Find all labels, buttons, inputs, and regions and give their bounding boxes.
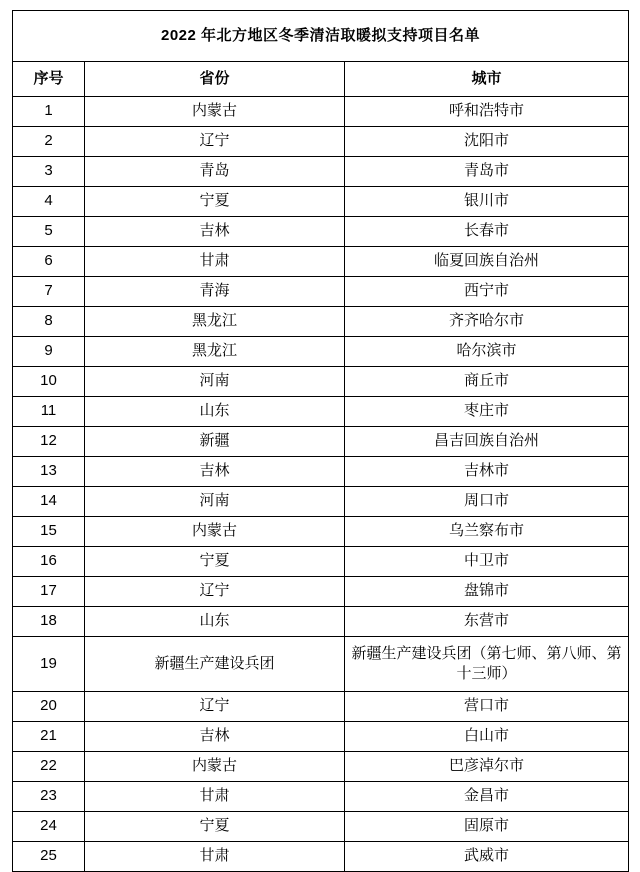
- cell-province: 辽宁: [85, 692, 345, 722]
- cell-no: 10: [13, 367, 85, 397]
- cell-city: 新疆生产建设兵团（第七师、第八师、第十三师）: [345, 637, 629, 692]
- cell-no: 3: [13, 157, 85, 187]
- document-title: 2022 年北方地区冬季清洁取暖拟支持项目名单: [13, 11, 629, 62]
- column-header-no: 序号: [13, 62, 85, 97]
- cell-province: 山东: [85, 607, 345, 637]
- cell-no: 12: [13, 427, 85, 457]
- table-row: [13, 217, 629, 247]
- cell-city: 沈阳市: [345, 127, 629, 157]
- table-row: [13, 157, 629, 187]
- cell-no: 1: [13, 97, 85, 127]
- table-row: [13, 427, 629, 457]
- cell-province: 青海: [85, 277, 345, 307]
- table-row: [13, 307, 629, 337]
- cell-province: 甘肃: [85, 247, 345, 277]
- cell-no: 11: [13, 397, 85, 427]
- cell-city: 白山市: [345, 722, 629, 752]
- cell-province: 黑龙江: [85, 307, 345, 337]
- cell-province: 甘肃: [85, 782, 345, 812]
- cell-province: 河南: [85, 487, 345, 517]
- table-row: [13, 607, 629, 637]
- column-header-city: 城市: [345, 62, 629, 97]
- cell-city: 长春市: [345, 217, 629, 247]
- header-row: [13, 62, 629, 97]
- cell-no: 17: [13, 577, 85, 607]
- table-row: [13, 637, 629, 692]
- cell-province: 辽宁: [85, 577, 345, 607]
- cell-city: 盘锦市: [345, 577, 629, 607]
- cell-no: 16: [13, 547, 85, 577]
- cell-no: 4: [13, 187, 85, 217]
- cell-no: 25: [13, 842, 85, 872]
- cell-no: 2: [13, 127, 85, 157]
- cell-city: 齐齐哈尔市: [345, 307, 629, 337]
- cell-city: 乌兰察布市: [345, 517, 629, 547]
- cell-city: 商丘市: [345, 367, 629, 397]
- cell-city: 巴彦淖尔市: [345, 752, 629, 782]
- cell-no: 14: [13, 487, 85, 517]
- cell-city: 青岛市: [345, 157, 629, 187]
- cell-city: 枣庄市: [345, 397, 629, 427]
- cell-no: 21: [13, 722, 85, 752]
- cell-city: 银川市: [345, 187, 629, 217]
- cell-no: 13: [13, 457, 85, 487]
- table-row: [13, 127, 629, 157]
- cell-province: 甘肃: [85, 842, 345, 872]
- cell-province: 辽宁: [85, 127, 345, 157]
- cell-province: 山东: [85, 397, 345, 427]
- cell-no: 9: [13, 337, 85, 367]
- cell-no: 15: [13, 517, 85, 547]
- cell-province: 黑龙江: [85, 337, 345, 367]
- cell-no: 18: [13, 607, 85, 637]
- table-row: [13, 842, 629, 872]
- table-row: [13, 457, 629, 487]
- table-row: [13, 752, 629, 782]
- cell-city: 武威市: [345, 842, 629, 872]
- table-row: [13, 782, 629, 812]
- cell-province: 宁夏: [85, 812, 345, 842]
- cell-city: 营口市: [345, 692, 629, 722]
- cell-province: 宁夏: [85, 547, 345, 577]
- cell-no: 7: [13, 277, 85, 307]
- table-row: [13, 187, 629, 217]
- cell-city: 西宁市: [345, 277, 629, 307]
- cell-no: 22: [13, 752, 85, 782]
- cell-city: 临夏回族自治州: [345, 247, 629, 277]
- cell-city: 吉林市: [345, 457, 629, 487]
- cell-province: 内蒙古: [85, 517, 345, 547]
- cell-province: 青岛: [85, 157, 345, 187]
- table-row: [13, 547, 629, 577]
- table-body: [13, 11, 629, 872]
- cell-province: 河南: [85, 367, 345, 397]
- cell-province: 吉林: [85, 217, 345, 247]
- table-row: [13, 487, 629, 517]
- cell-province: 宁夏: [85, 187, 345, 217]
- table-row: [13, 367, 629, 397]
- table-row: [13, 397, 629, 427]
- cell-city: 呼和浩特市: [345, 97, 629, 127]
- table-row: [13, 812, 629, 842]
- cell-province: 吉林: [85, 722, 345, 752]
- cell-city: 中卫市: [345, 547, 629, 577]
- cell-province: 新疆: [85, 427, 345, 457]
- cell-no: 23: [13, 782, 85, 812]
- table-row: [13, 722, 629, 752]
- cell-city: 哈尔滨市: [345, 337, 629, 367]
- cell-province: 内蒙古: [85, 97, 345, 127]
- cell-city: 固原市: [345, 812, 629, 842]
- table-row: [13, 97, 629, 127]
- cell-city: 昌吉回族自治州: [345, 427, 629, 457]
- table-row: [13, 517, 629, 547]
- cell-no: 8: [13, 307, 85, 337]
- cell-province: 吉林: [85, 457, 345, 487]
- cell-city: 周口市: [345, 487, 629, 517]
- cell-no: 20: [13, 692, 85, 722]
- cell-province: 新疆生产建设兵团: [85, 637, 345, 692]
- project-list-table: [12, 10, 629, 872]
- table-row: [13, 577, 629, 607]
- table-row: [13, 692, 629, 722]
- cell-no: 5: [13, 217, 85, 247]
- title-row: [13, 11, 629, 62]
- table-row: [13, 277, 629, 307]
- column-header-province: 省份: [85, 62, 345, 97]
- cell-province: 内蒙古: [85, 752, 345, 782]
- table-row: [13, 247, 629, 277]
- table-row: [13, 337, 629, 367]
- cell-city: 东营市: [345, 607, 629, 637]
- cell-city: 金昌市: [345, 782, 629, 812]
- cell-no: 24: [13, 812, 85, 842]
- cell-no: 6: [13, 247, 85, 277]
- cell-no: 19: [13, 637, 85, 692]
